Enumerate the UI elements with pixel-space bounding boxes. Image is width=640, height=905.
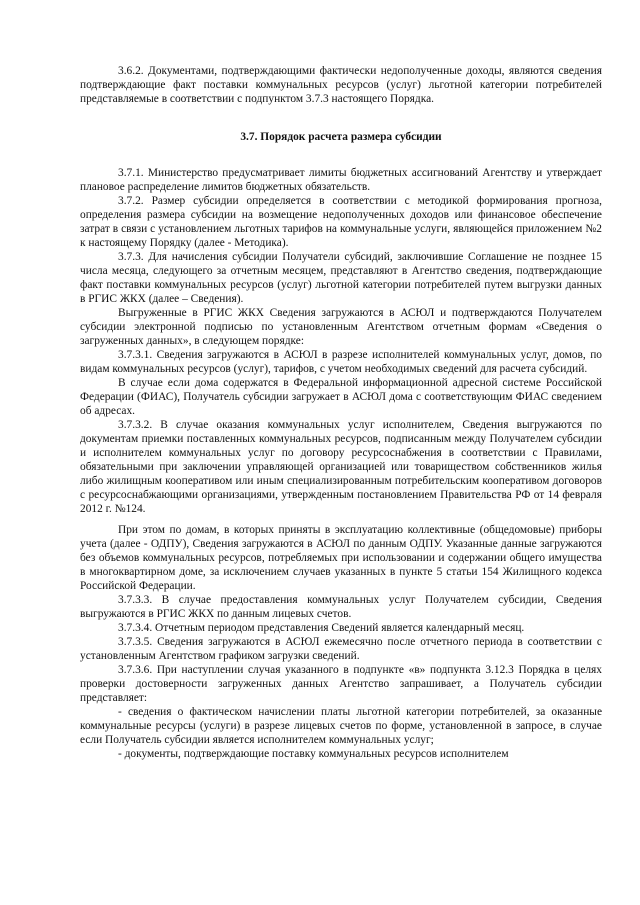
paragraph-3-7-3-5: 3.7.3.5. Сведения загружаются в АСЮЛ ежемесячно после отчетного периода в соответствии с установленным Агентством графиком загрузки сведений. <box>80 636 602 662</box>
paragraph-3-7-1: 3.7.1. Министерство предусматривает лимиты бюджетных ассигнований Агентству и утверждает плановое распределение лимитов бюджетных обязательств. <box>80 167 602 193</box>
paragraph-fias: В случае если дома содержатся в Федеральной информационной адресной системе Российской Федерации (ФИАС), Получатель субсидии загружает в АСЮЛ дома с соответствующим ФИАС сведением об адресах. <box>80 377 602 417</box>
list-item-billing-info: - сведения о фактическом начислении платы льготной категории потребителей, за оказанные коммунальные ресурсы (услуги) в разрезе лицевых счетов по форме, установленной в запросе, в случае если Получатель субсидии является исполнителем коммунальных услуг; <box>80 706 602 746</box>
paragraph-3-7-3-3: 3.7.3.3. В случае предоставления коммунальных услуг Получателем субсидии, Сведения выгружаются в РГИС ЖКХ по данным лицевых счетов. <box>80 594 602 620</box>
paragraph-3-7-3-6: 3.7.3.6. При наступлении случая указанного в подпункте «в» подпункта 3.12.3 Порядка в целях проверки достоверности загруженных данных Агентство запрашивает, а Получатель субсидии представляет: <box>80 664 602 704</box>
paragraph-3-7-3: 3.7.3. Для начисления субсидии Получатели субсидий, заключившие Соглашение не позднее 15 числа месяца, следующего за отчетным месяцем, представляют в Агентство сведения, подтверждающие факт поставки коммунальных ресурсов (услуг) льготной категории потребителей путем выгрузки данных в РГИС ЖКХ (далее – Сведения). <box>80 251 602 305</box>
paragraph-3-7-3-1: 3.7.3.1. Сведения загружаются в АСЮЛ в разрезе исполнителей коммунальных услуг, домов, по видам коммунальных ресурсов (услуг), тарифов, с учетом необходимых сведений для расчета субсидий. <box>80 349 602 375</box>
paragraph-odpu: При этом по домам, в которых приняты в эксплуатацию коллективные (общедомовые) приборы учета (далее - ОДПУ), Сведения загружаются в АСЮЛ по данным ОДПУ. Указанные данные загружаются без объемов коммунальных ресурсов, потребляемых при использовании и содержании общего имущества в многоквартирном доме, за исключением случаев указанных в пункте 5 статьи 154 Жилищного кодекса Российской Федерации. <box>80 524 602 592</box>
section-heading: 3.7. Порядок расчета размера субсидии <box>240 131 442 143</box>
list-item-supply-documents: - документы, подтверждающие поставку коммунальных ресурсов исполнителем <box>118 748 509 760</box>
paragraph-upload-order: Выгруженные в РГИС ЖКХ Сведения загружаются в АСЮЛ и подтверждаются Получателем субсидии электронной подписью по установленным Агентством отчетным формам «Сведения о загруженных данных», в следующем порядке: <box>80 307 602 347</box>
paragraph-3-6-2: 3.6.2. Документами, подтверждающими фактически недополученные доходы, являются сведения подтверждающие факт поставки коммунальных ресурсов (услуг) льготной категории потребителей представляемые в соответствии с подпунктом 3.7.3 настоящего Порядка. <box>80 65 602 105</box>
paragraph-3-7-3-2: 3.7.3.2. В случае оказания коммунальных услуг исполнителем, Сведения выгружаются по документам приемки поставленных коммунальных ресурсов, подписанным между Получателем субсидии и исполнителем коммунальных услуг по договору ресурсоснабжения в соответствии с Правилами, обязательными при заключении управляющей организацией или товариществом собственников жилья либо жилищным кооперативом или иным специализированным потребительским кооперативом договоров с ресурсоснабжающими организациями, утвержденным постановлением Правительства РФ от 14 февраля 2012 г. №124. <box>80 419 602 515</box>
paragraph-3-7-3-4: 3.7.3.4. Отчетным периодом представления Сведений является календарный месяц. <box>118 622 525 634</box>
paragraph-3-7-2: 3.7.2. Размер субсидии определяется в соответствии с методикой формирования прогноза, определения размера субсидии на возмещение недополученных доходов или финансовое обеспечение затрат в связи с установлением льготных тарифов на коммунальные услуги, являющейся приложением №2 к настоящему Порядку (далее - Методика). <box>80 195 602 249</box>
